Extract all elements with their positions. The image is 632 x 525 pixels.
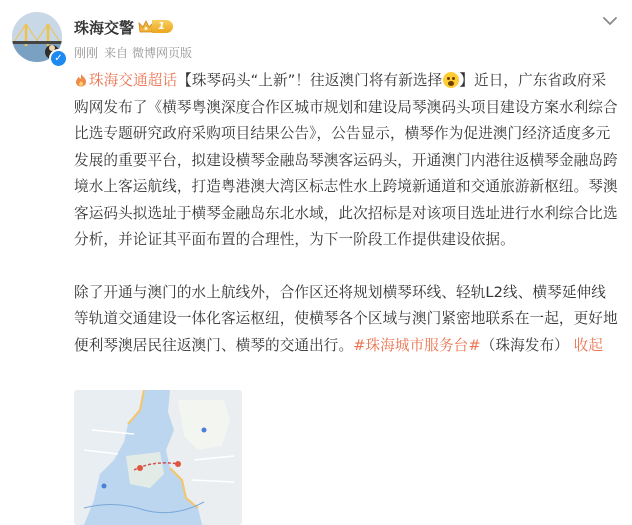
- paragraph-2: [74, 280, 620, 360]
- topic-hashtag-link[interactable]: #珠海城市服务台#: [353, 336, 481, 354]
- post-source: 微博网页版: [132, 46, 193, 60]
- post-title-end: 】: [459, 72, 474, 89]
- verified-badge-icon: ✓: [49, 49, 68, 68]
- paragraph-gap: [74, 254, 620, 280]
- map-image: [74, 390, 242, 525]
- paragraph-2-text: 除了开通与澳门的水上航线外，合作区还将规划横琴环线、轻轨L2线、横琴延伸线等轨道交通建设一体化客运枢纽，使横琴各个区域与澳门紧密地联系在一起，更好地便利琴澳居民往返澳门、横琴的交通出行。: [74, 283, 618, 354]
- paragraph-1-rest: ，公告显示，横琴作为促进澳门经济适度多元发展的重要平台，拟建设横琴金融岛琴澳客运码头，开通澳门内港往返横琴金融岛跨境水上客运航线，打造粤港澳大湾区标志性水上跨境新通道和交通旅游新枢纽。琴澳客运码头拟选址于横琴金融岛东北水域，此次招标是对该项目选址进行水利综合比选分析，并论证其平面布置的合理性，为下一阶段工作提供建设依据。: [74, 125, 618, 248]
- vip-badge[interactable]: [137, 18, 173, 35]
- source-prefix: 来自: [104, 46, 129, 60]
- super-topic-label: 珠海交通超话: [89, 72, 178, 89]
- post-meta: [74, 44, 198, 61]
- post-title: 【珠琴码头“上新”！往返澳门将有新选择: [177, 72, 443, 89]
- super-topic-link[interactable]: [74, 72, 177, 89]
- collapse-link[interactable]: 收起: [573, 336, 604, 354]
- announcement-title: 《横琴粤澳深度合作区城市规划和建设局琴澳码头项目建设方案水利综合比选专题研究政府采购项目结果公告》: [74, 98, 618, 142]
- surprised-emoji-icon: [443, 72, 459, 88]
- paragraph-1: [74, 68, 620, 254]
- author-name[interactable]: 珠海交警: [74, 19, 135, 37]
- vip-level: 1: [152, 20, 173, 33]
- fire-icon: [74, 73, 88, 87]
- post-time[interactable]: 刚刚: [74, 46, 99, 60]
- post-content: [74, 68, 620, 359]
- more-button[interactable]: [602, 12, 618, 24]
- attribution: （珠海发布）: [480, 336, 569, 354]
- chevron-down-icon: [602, 15, 618, 27]
- map-thumbnail[interactable]: [74, 390, 242, 525]
- paragraph-1-intro: 近日，广东省政府采购网发布了: [74, 72, 607, 116]
